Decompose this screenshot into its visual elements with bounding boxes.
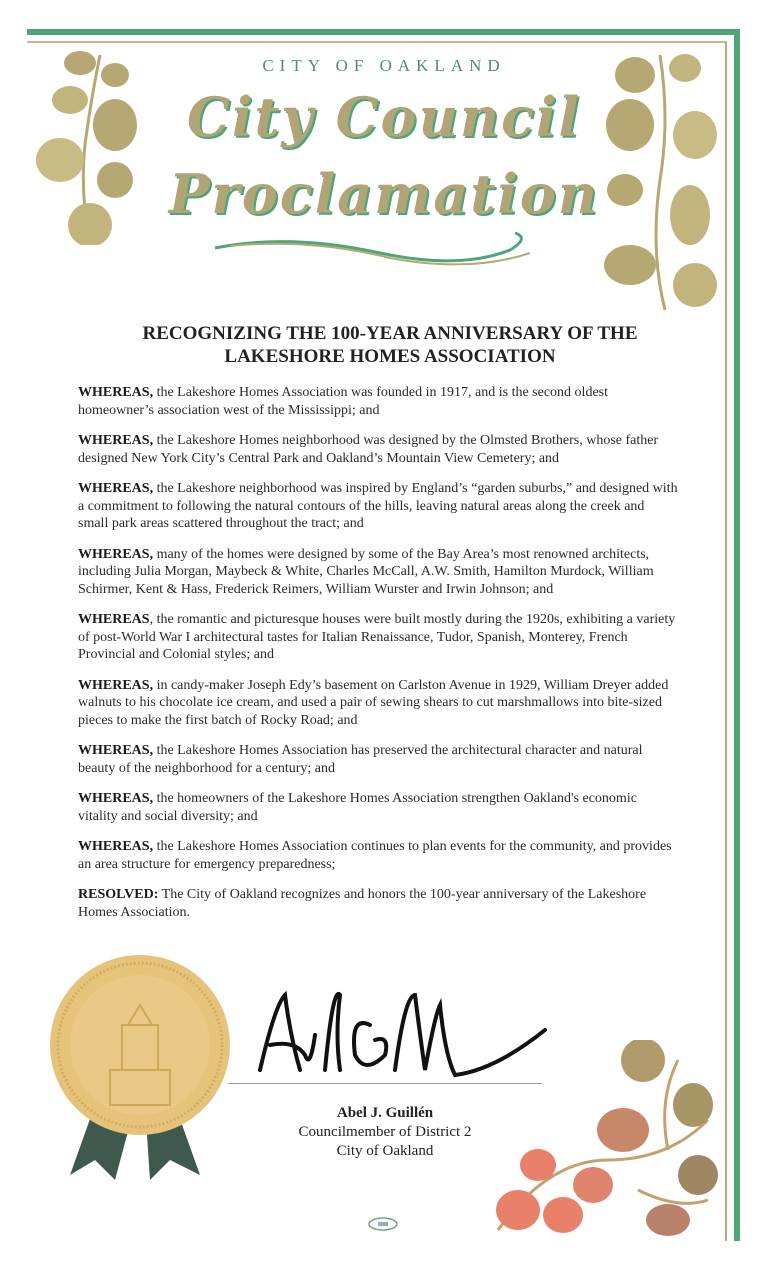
signatory-org: City of Oakland bbox=[336, 1143, 434, 1159]
paragraph-lead: WHEREAS, bbox=[78, 546, 154, 562]
gold-city-seal-icon bbox=[50, 955, 230, 1185]
paragraph-text: the Lakeshore Homes Association was founded in 1917, and is the second oldest homeowner’s association west of the Mississippi; and bbox=[78, 385, 608, 418]
paragraph-lead: WHEREAS, bbox=[78, 433, 154, 448]
whereas-paragraph bbox=[78, 384, 678, 419]
paragraph-lead: WHEREAS, bbox=[78, 743, 154, 758]
paragraph-text: the Lakeshore Homes Association continues to plan events for the community, and provides an area structure for emergency preparedness; bbox=[78, 839, 672, 872]
paragraph-text: many of the homes were designed by some of the Bay Area’s most renowned architects, including Julia Morgan, Maybeck & White, Charles McCall, A.W. Smith, Hamilton Murdock, William Schirmer, Kent & Hass, Frederick Reimers, William Wurster and Irwin Johnson; and bbox=[78, 546, 654, 597]
paragraph-lead: RESOLVED: bbox=[78, 887, 159, 902]
whereas-paragraph bbox=[78, 838, 678, 873]
resolved-paragraph bbox=[78, 886, 678, 921]
whereas-paragraph bbox=[78, 790, 678, 825]
heading-line-2: LAKESHORE HOMES ASSOCIATION bbox=[224, 346, 556, 367]
whereas-paragraph bbox=[78, 480, 678, 533]
heading-line-1: RECOGNIZING THE 100-YEAR ANNIVERSARY OF THE bbox=[142, 323, 638, 344]
paragraph-text: the homeowners of the Lakeshore Homes Association strengthen Oakland's economic vitality and social diversity; and bbox=[78, 791, 637, 824]
title-line-2: Proclamation bbox=[168, 162, 600, 226]
proclamation-body bbox=[78, 384, 678, 934]
paragraph-lead: WHEREAS, bbox=[78, 481, 154, 496]
paragraph-lead: WHEREAS, bbox=[78, 839, 154, 854]
whereas-paragraph bbox=[78, 677, 678, 730]
whereas-paragraph bbox=[78, 546, 678, 599]
proclamation-heading bbox=[100, 322, 680, 368]
paragraph-text: the Lakeshore neighborhood was inspired by England’s “garden suburbs,” and designed with a commitment to following the natural contours of the hills, leaving natural areas along the creek and small park areas scattered throughout the tract; and bbox=[78, 481, 678, 531]
city-name-header: CITY OF OAKLAND bbox=[262, 56, 506, 75]
signatory-title: Councilmember of District 2 bbox=[298, 1124, 472, 1140]
paragraph-text: , the romantic and picturesque houses were built mostly during the 1920s, exhibiting a variety of post-World War I architectural tastes for Italian Renaissance, Tudor, Spanish, Monterey, French Provincial and Colonial styles; and bbox=[78, 612, 676, 662]
paragraph-text: the Lakeshore Homes neighborhood was designed by the Olmsted Brothers, whose father designed New York City’s Central Park and Oakland’s Mountain View Cemetery; and bbox=[78, 433, 659, 466]
paragraph-text: The City of Oakland recognizes and honors the 100-year anniversary of the Lakeshore Homes Association. bbox=[78, 887, 647, 920]
union-label-icon bbox=[368, 1216, 398, 1232]
paragraph-lead: WHEREAS, bbox=[78, 385, 154, 400]
leaf-branch-icon bbox=[478, 1040, 723, 1240]
paragraph-text: the Lakeshore Homes Association has preserved the architectural character and natural beauty of the neighborhood for a century; and bbox=[78, 743, 643, 776]
whereas-paragraph bbox=[78, 742, 678, 777]
whereas-paragraph bbox=[78, 611, 678, 664]
paragraph-lead: WHEREAS, bbox=[78, 677, 154, 693]
whereas-paragraph bbox=[78, 432, 678, 467]
flourish-divider-icon bbox=[210, 228, 540, 273]
paragraph-lead: WHEREAS bbox=[78, 612, 150, 627]
paragraph-lead: WHEREAS, bbox=[78, 791, 154, 806]
paragraph-text: in candy-maker Joseph Edy’s basement on Carlston Avenue in 1929, William Dreyer added walnuts to his chocolate ice cream, and used a pair of sewing shears to cut marshmallows into bite-sized pieces to make the first batch of Rocky Road; and bbox=[78, 677, 669, 728]
signatory-name: Abel J. Guillén bbox=[336, 1105, 434, 1121]
title-line-1: City Council bbox=[186, 85, 582, 149]
